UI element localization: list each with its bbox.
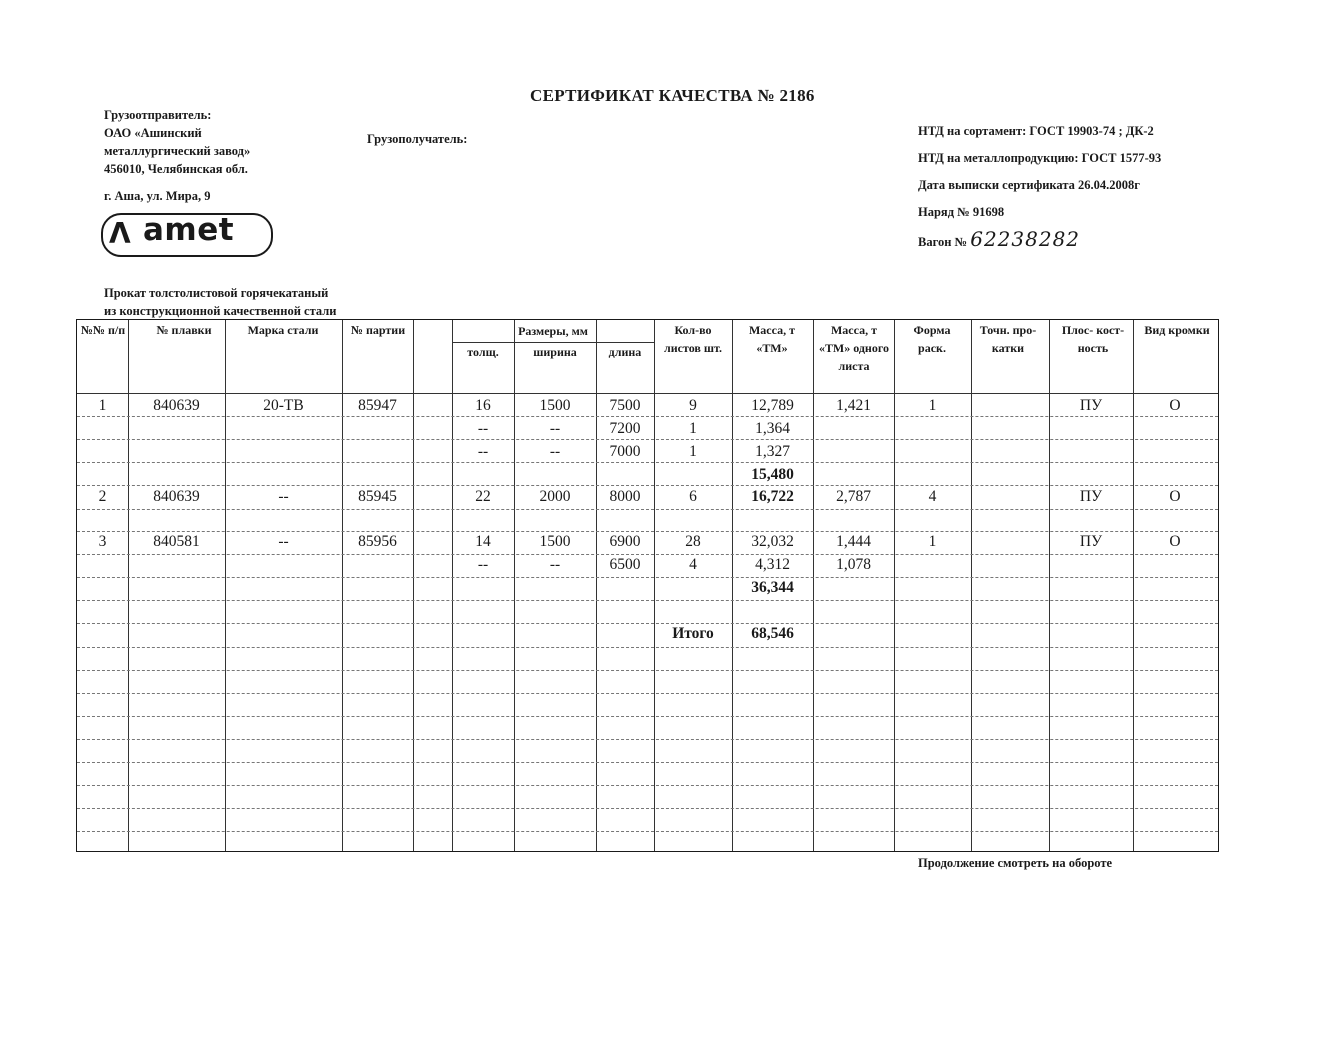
cell-form: 1	[928, 533, 937, 550]
info-block	[918, 118, 1161, 256]
cell-w: 1500	[539, 397, 571, 414]
cell-melt: 840639	[153, 488, 200, 505]
logo-text: amet	[143, 212, 235, 248]
total-label: Итого	[672, 625, 714, 642]
header-accuracy: Точн. про- катки	[979, 323, 1037, 355]
wagon-number-handwritten: 62238282	[970, 227, 1081, 251]
header-mass-one: Масса, т «ТМ» одного листа	[819, 323, 889, 373]
cell-qty: 28	[685, 533, 701, 550]
cell-one: 2,787	[836, 488, 871, 505]
cell-t: 14	[475, 533, 491, 550]
total-value: 68,546	[751, 625, 794, 642]
cell-mass: 4,312	[755, 556, 790, 573]
cell-mass: 32,032	[751, 533, 794, 550]
cell-qty: 6	[689, 488, 697, 505]
cell-one: 1,444	[836, 533, 871, 550]
cell-edge: О	[1169, 533, 1181, 550]
cell-num: 1	[98, 397, 107, 414]
cell-num: 2	[98, 488, 107, 505]
cell-qty: 1	[689, 420, 697, 437]
product-description	[104, 284, 336, 320]
company-logo	[101, 213, 273, 257]
header-form: Форма раск.	[913, 323, 951, 355]
cell-t: 16	[475, 397, 491, 414]
cell-w: --	[549, 420, 561, 437]
cell-form: 4	[928, 488, 937, 505]
cell-num: 3	[98, 533, 107, 550]
cell-mass: 1,364	[755, 420, 790, 437]
header-length: длина	[608, 345, 642, 359]
header-width: ширина	[533, 345, 577, 359]
cell-melt: 840581	[153, 533, 200, 550]
cell-w: --	[549, 556, 561, 573]
cell-one: 1,078	[836, 556, 871, 573]
cell-flat: ПУ	[1079, 397, 1103, 414]
cell-l: 7000	[609, 443, 641, 460]
header-sizes: Размеры, мм	[518, 324, 588, 338]
cell-l: 7200	[609, 420, 641, 437]
cell-t: --	[477, 420, 489, 437]
shipper-label: Грузоотправитель:	[104, 108, 212, 122]
cell-t: --	[477, 443, 489, 460]
cell-grade: --	[278, 488, 289, 505]
cell-flat: ПУ	[1079, 488, 1103, 505]
cell-qty: 9	[689, 397, 697, 414]
cell-qty: 4	[689, 556, 697, 573]
cell-w: 1500	[539, 533, 571, 550]
cell-t: --	[477, 556, 489, 573]
order-number: Наряд № 91698	[918, 205, 1005, 219]
header-flatness: Плос- кост- ность	[1061, 323, 1125, 355]
header-qty: Кол-во листов шт.	[663, 323, 722, 355]
cell-melt: 840639	[153, 397, 200, 414]
cell-l: 6900	[609, 533, 641, 550]
cell-l: 6500	[609, 556, 641, 573]
wagon-row	[918, 226, 1161, 256]
cell-mass: 1,327	[755, 443, 790, 460]
cell-w: 2000	[539, 488, 571, 505]
shipper-line: металлургический завод»	[104, 144, 251, 158]
ntd-assortment: НТД на сортамент: ГОСТ 19903-74 ; ДК-2	[918, 124, 1154, 138]
product-line: Прокат толстолистовой горячекатаный	[104, 286, 329, 300]
ntd-metal: НТД на металлопродукцию: ГОСТ 1577-93	[918, 151, 1162, 165]
cell-l: 7500	[609, 397, 641, 414]
logo-mark-icon: Λ	[109, 217, 131, 250]
cell-mass: 12,789	[751, 397, 794, 414]
shipper-block	[104, 106, 250, 205]
header-batch: № партии	[350, 323, 406, 337]
header-melt: № плавки	[156, 323, 212, 337]
cell-batch: 85947	[358, 397, 397, 414]
cell-t: 22	[475, 488, 491, 505]
cell-form: 1	[928, 397, 937, 414]
shipper-line: 456010, Челябинская обл.	[104, 162, 248, 176]
cell-grade: 20-ТВ	[263, 397, 304, 414]
quality-table	[76, 319, 1219, 852]
shipper-address: г. Аша, ул. Мира, 9	[104, 189, 211, 203]
cell-grade: --	[278, 533, 289, 550]
header-num: №№ п/п	[80, 323, 126, 337]
header-grade: Марка стали	[247, 323, 319, 337]
header-edge: Вид кромки	[1144, 323, 1210, 337]
cell-mass: 36,344	[751, 579, 794, 596]
cell-one: 1,421	[836, 397, 871, 414]
cell-batch: 85945	[358, 488, 397, 505]
header-thickness: толщ.	[467, 345, 499, 359]
cell-l: 8000	[609, 488, 641, 505]
shipper-line: ОАО «Ашинский	[104, 126, 202, 140]
issue-date: Дата выписки сертификата 26.04.2008г	[918, 178, 1140, 192]
cell-mass: 16,722	[751, 488, 794, 505]
cell-edge: О	[1169, 488, 1181, 505]
cell-batch: 85956	[358, 533, 397, 550]
cell-edge: О	[1169, 397, 1181, 414]
header-mass: Масса, т «ТМ»	[748, 323, 796, 355]
wagon-label: Вагон №	[918, 235, 968, 249]
continue-note: Продолжение смотреть на обороте	[918, 856, 1113, 870]
cell-w: --	[549, 443, 561, 460]
product-line: из конструкционной качественной стали	[104, 304, 337, 318]
cell-qty: 1	[689, 443, 697, 460]
cell-flat: ПУ	[1079, 533, 1103, 550]
cell-mass: 15,480	[751, 466, 794, 483]
document-title: СЕРТИФИКАТ КАЧЕСТВА № 2186	[530, 86, 815, 105]
consignee-label: Грузополучатель:	[367, 132, 468, 146]
